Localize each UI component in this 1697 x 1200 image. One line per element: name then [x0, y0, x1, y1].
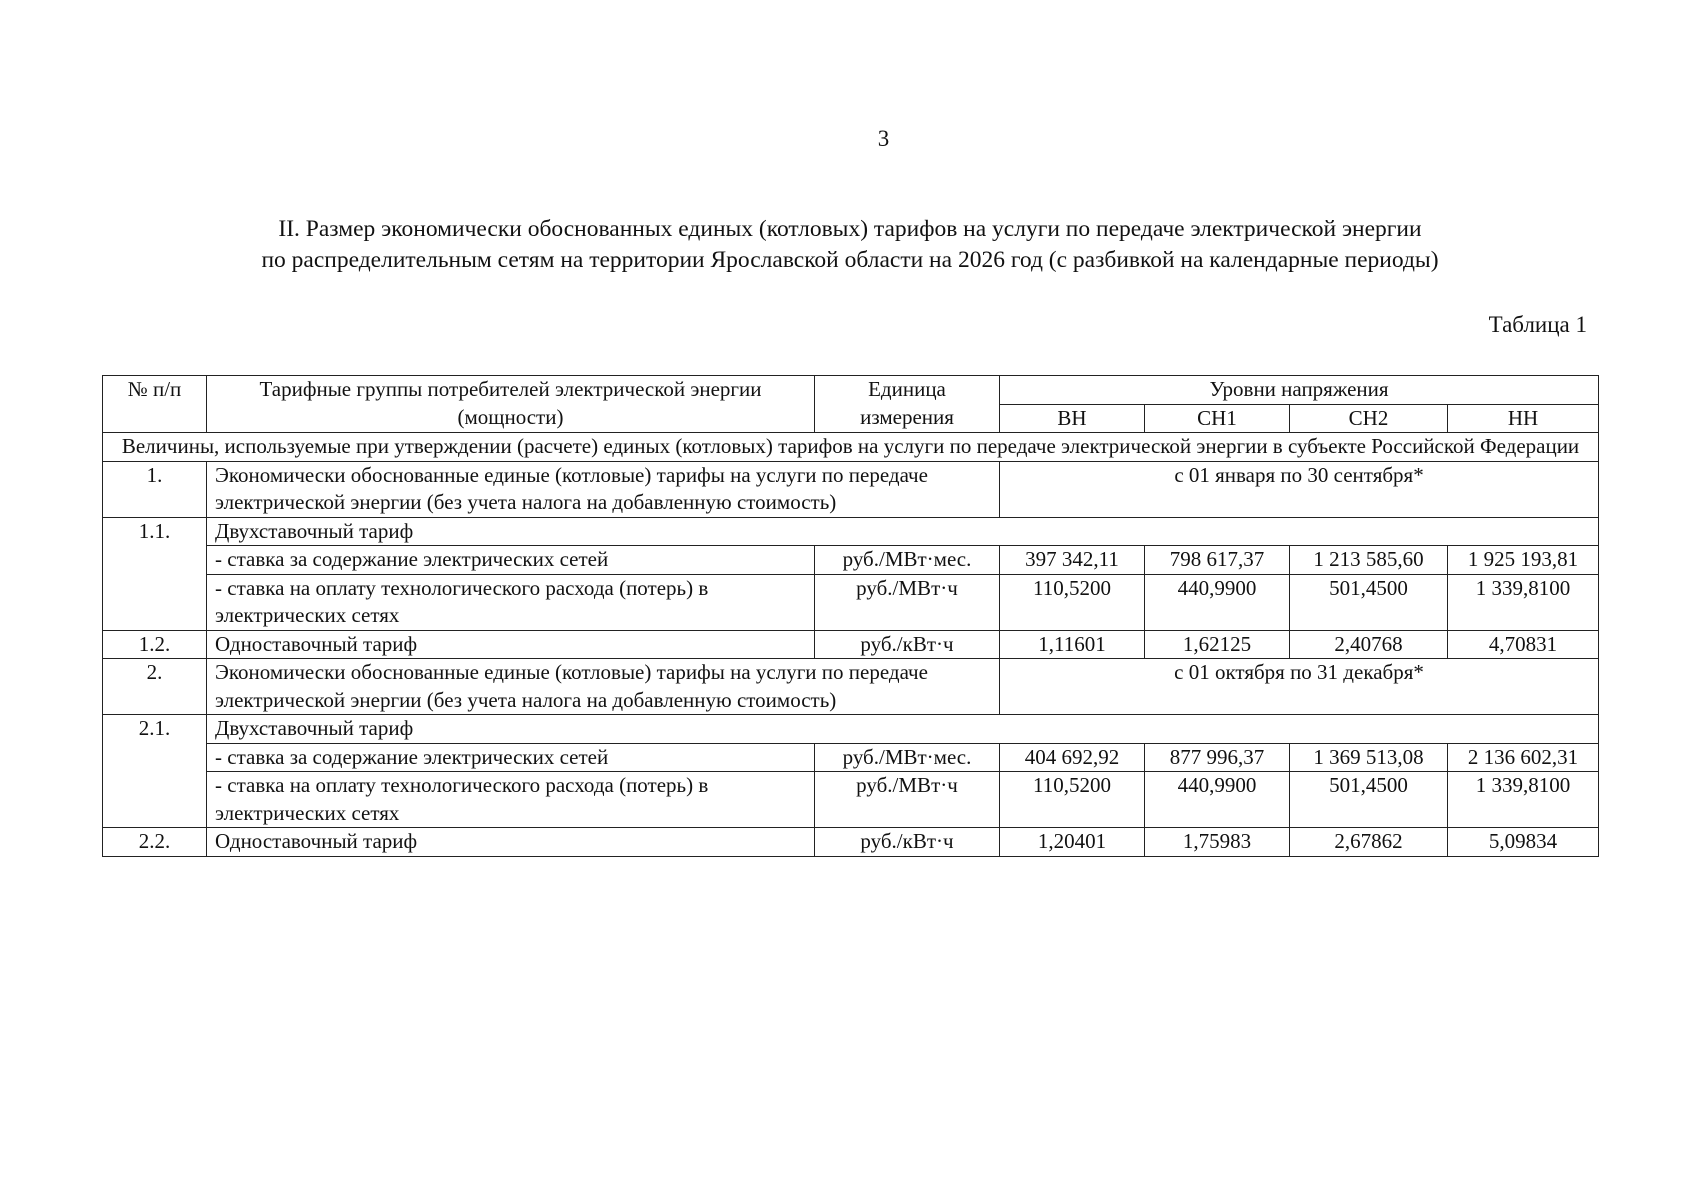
value-nn: 5,09834: [1448, 828, 1599, 857]
value-sn1: 440,9900: [1145, 574, 1290, 630]
period-range: с 01 января по 30 сентября*: [1000, 461, 1599, 517]
header-level-vn: ВН: [1000, 404, 1145, 433]
value-sn2: 501,4500: [1290, 574, 1448, 630]
table-caption: Таблица 1: [1488, 312, 1587, 337]
unit-cell: руб./МВт·мес.: [815, 546, 1000, 575]
unit-cell: руб./кВт·ч: [815, 828, 1000, 857]
table-row: [103, 546, 1599, 575]
value-sn1: 1,75983: [1145, 828, 1290, 857]
header-level-nn: НН: [1448, 404, 1599, 433]
unit-cell: руб./МВт·мес.: [815, 743, 1000, 772]
value-nn: 1 925 193,81: [1448, 546, 1599, 575]
value-sn1: 798 617,37: [1145, 546, 1290, 575]
rate-label: Одноставочный тариф: [207, 828, 815, 857]
rate-label: - ставка на оплату технологического расхода (потерь) в электрических сетях: [207, 574, 815, 630]
tariff-table: [102, 375, 1599, 857]
unit-cell: руб./МВт·ч: [815, 574, 1000, 630]
unit-cell: руб./кВт·ч: [815, 630, 1000, 659]
value-vn: 1,20401: [1000, 828, 1145, 857]
value-sn2: 501,4500: [1290, 772, 1448, 828]
header-level-sn2: СН2: [1290, 404, 1448, 433]
value-nn: 1 339,8100: [1448, 772, 1599, 828]
period-row: [103, 461, 1599, 517]
row-num: 1.1.: [103, 517, 207, 630]
section-title: Величины, используемые при утверждении (расчете) единых (котловых) тарифов на услуги по передаче электрической энергии в субъекте Российской Федерации: [103, 433, 1599, 462]
title-line-1: II. Размер экономически обоснованных единых (котловых) тарифов на услуги по передаче электрической энергии: [278, 216, 1422, 242]
two-rate-row: [103, 517, 1599, 546]
table-row: [103, 743, 1599, 772]
header-row-1: [103, 376, 1599, 405]
rate-label: - ставка за содержание электрических сетей: [207, 743, 815, 772]
value-vn: 1,11601: [1000, 630, 1145, 659]
value-vn: 397 342,11: [1000, 546, 1145, 575]
value-nn: 2 136 602,31: [1448, 743, 1599, 772]
unit-cell: руб./МВт·ч: [815, 772, 1000, 828]
period-row: [103, 659, 1599, 715]
value-sn2: 2,67862: [1290, 828, 1448, 857]
rate-label: Одноставочный тариф: [207, 630, 815, 659]
header-groups: Тарифные группы потребителей электрической энергии (мощности): [207, 376, 815, 433]
header-voltage-levels: Уровни напряжения: [1000, 376, 1599, 405]
value-sn2: 2,40768: [1290, 630, 1448, 659]
value-vn: 404 692,92: [1000, 743, 1145, 772]
two-rate-label: Двухставочный тариф: [207, 517, 1599, 546]
two-rate-row: [103, 715, 1599, 744]
two-rate-label: Двухставочный тариф: [207, 715, 1599, 744]
value-sn1: 1,62125: [1145, 630, 1290, 659]
header-unit: Единица измерения: [815, 376, 1000, 433]
page-number: 3: [877, 126, 890, 151]
row-num: 2.1.: [103, 715, 207, 828]
table-row: [103, 828, 1599, 857]
value-vn: 110,5200: [1000, 574, 1145, 630]
value-vn: 110,5200: [1000, 772, 1145, 828]
row-num: 1.2.: [103, 630, 207, 659]
row-num: 2.: [103, 659, 207, 715]
period-title: Экономически обоснованные единые (котловые) тарифы на услуги по передаче электрической энергии (без учета налога на добавленную стоимость): [207, 461, 1000, 517]
value-sn1: 440,9900: [1145, 772, 1290, 828]
document-title: [60, 214, 1640, 276]
table-row: [103, 574, 1599, 630]
row-num: 1.: [103, 461, 207, 517]
rate-label: - ставка за содержание электрических сетей: [207, 546, 815, 575]
row-num: 2.2.: [103, 828, 207, 857]
table-row: [103, 630, 1599, 659]
table-row: [103, 772, 1599, 828]
value-nn: 4,70831: [1448, 630, 1599, 659]
value-nn: 1 339,8100: [1448, 574, 1599, 630]
value-sn1: 877 996,37: [1145, 743, 1290, 772]
value-sn2: 1 369 513,08: [1290, 743, 1448, 772]
title-line-2: по распределительным сетям на территории Ярославской области на 2026 год (с разбивкой на календарные периоды): [261, 247, 1439, 273]
period-title: Экономически обоснованные единые (котловые) тарифы на услуги по передаче электрической энергии (без учета налога на добавленную стоимость): [207, 659, 1000, 715]
header-num: № п/п: [103, 376, 207, 433]
value-sn2: 1 213 585,60: [1290, 546, 1448, 575]
section-row: [103, 433, 1599, 462]
rate-label: - ставка на оплату технологического расхода (потерь) в электрических сетях: [207, 772, 815, 828]
header-level-sn1: СН1: [1145, 404, 1290, 433]
period-range: с 01 октября по 31 декабря*: [1000, 659, 1599, 715]
